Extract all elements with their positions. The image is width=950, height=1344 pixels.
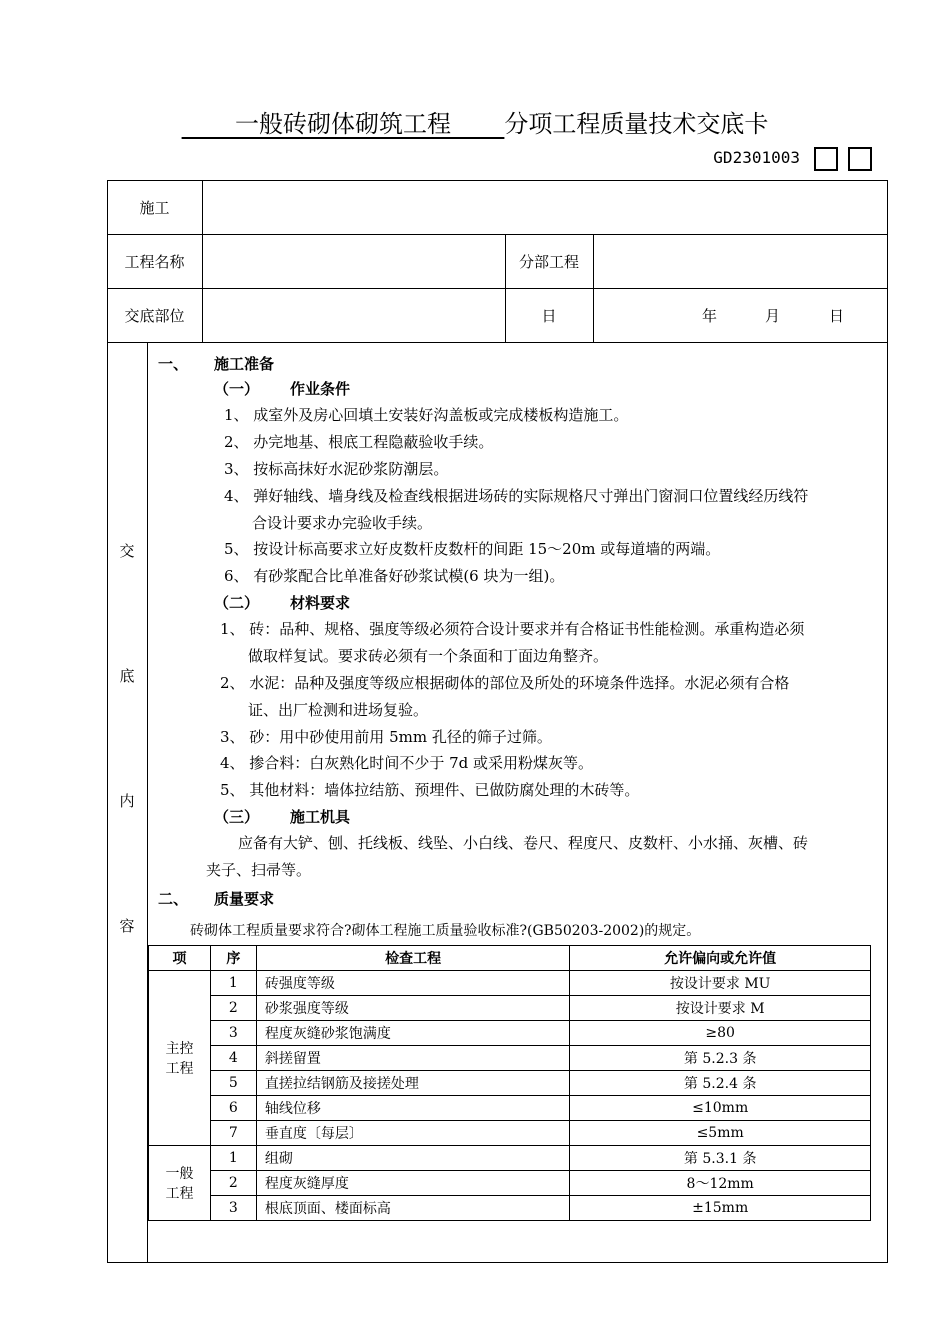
row-item: 组砌	[256, 1146, 570, 1171]
table-row	[149, 1021, 871, 1046]
row-number: 6	[210, 1096, 256, 1121]
label-location: 交底部位	[124, 307, 185, 325]
row-value: 8～12mm	[570, 1171, 871, 1196]
list-item: 2、 水泥：品种及强度等级应根据砌体的部位及所处的环境条件选择。水泥必须有合格	[220, 674, 790, 692]
subsection-number: （二）	[214, 594, 260, 612]
label-day: 日	[541, 307, 557, 325]
list-item: 做取样复试。要求砖必须有一个条面和丁面边角整齐。	[248, 647, 609, 665]
form-code: GD2301003	[713, 148, 800, 167]
row-number: 2	[210, 996, 256, 1021]
table-header: 检查工程	[256, 946, 570, 971]
list-item: 证、出厂检测和进场复验。	[248, 701, 429, 719]
label-project-name: 工程名称	[124, 253, 185, 271]
row-value: 第 5.2.4 条	[570, 1071, 871, 1096]
row-item: 根底顶面、楼面标高	[256, 1196, 570, 1221]
section-number: 二、	[158, 890, 189, 908]
subsection-title: 材料要求	[290, 594, 351, 612]
table-row	[149, 1171, 871, 1196]
title-rest: 分项工程质量技术交底卡	[504, 110, 769, 138]
project-name-field[interactable]	[210, 240, 498, 282]
title-project: 一般砖砌体砌筑工程	[235, 110, 451, 138]
table-header-row	[149, 946, 871, 971]
subsection-title: 施工机具	[290, 808, 351, 826]
row-value: ≤10mm	[570, 1096, 871, 1121]
location-field[interactable]	[210, 294, 498, 336]
subsection-title: 作业条件	[290, 380, 351, 398]
divider	[593, 234, 594, 342]
table-row	[149, 996, 871, 1021]
row-value: 按设计要求 MU	[570, 971, 871, 996]
table-header: 允许偏向或允许值	[570, 946, 871, 971]
page-title	[0, 104, 950, 139]
table-row	[149, 1196, 871, 1221]
quality-table	[148, 945, 871, 1221]
side-label-char: 内	[119, 792, 135, 810]
subsection-number: （三）	[214, 808, 260, 826]
row-item: 砂浆强度等级	[256, 996, 570, 1021]
row-number: 4	[210, 1046, 256, 1071]
table-row	[149, 971, 871, 996]
table-row	[149, 1046, 871, 1071]
row-number: 1	[210, 971, 256, 996]
row-value: ±15mm	[570, 1196, 871, 1221]
divider	[107, 234, 888, 235]
row-item: 斜搓留置	[256, 1046, 570, 1071]
side-label-char: 底	[119, 667, 135, 685]
side-label-char: 容	[119, 917, 135, 935]
table-header: 序	[210, 946, 256, 971]
subproject-field[interactable]	[600, 240, 880, 282]
paragraph-line: 砖砌体工程质量要求符合?砌体工程施工质量验收标准?(GB50203-2002)的规定。	[190, 923, 701, 939]
row-item: 程度灰缝厚度	[256, 1171, 570, 1196]
list-item: 1、 砖：品种、规格、强度等级必须符合设计要求并有合格证书性能检测。承重构造必须	[220, 620, 805, 638]
row-value: 按设计要求 M	[570, 996, 871, 1021]
list-item: 合设计要求办完验收手续。	[252, 514, 433, 532]
list-item: 3、 按标高抹好水泥砂浆防潮层。	[224, 460, 449, 478]
row-item: 程度灰缝砂浆饱满度	[256, 1021, 570, 1046]
list-item: 4、 弹好轴线、墙身线及检查线根据进场砖的实际规格尺寸弹出门窗洞口位置线经历线符	[224, 487, 809, 505]
table-row	[149, 1096, 871, 1121]
list-item: 1、 成室外及房心回填土安装好沟盖板或完成楼板构造施工。	[224, 406, 629, 424]
list-item: 4、 掺合料：白灰熟化时间不少于 7d 或采用粉煤灰等。	[220, 754, 593, 772]
table-header: 项	[149, 946, 211, 971]
paragraph-line: 夹子、扫帚等。	[206, 861, 312, 879]
construction-field[interactable]	[210, 186, 880, 228]
checkbox-1[interactable]	[814, 147, 838, 171]
row-value: 第 5.3.1 条	[570, 1146, 871, 1171]
side-label-char: 交	[119, 542, 135, 560]
table-row	[149, 1071, 871, 1096]
table-row	[149, 1146, 871, 1171]
row-item: 垂直度〔每层〕	[256, 1121, 570, 1146]
checkbox-2[interactable]	[848, 147, 872, 171]
row-item: 轴线位移	[256, 1096, 570, 1121]
row-item: 直搓拉结钢筋及接搓处理	[256, 1071, 570, 1096]
list-item: 3、 砂：用中砂使用前用 5mm 孔径的筛子过筛。	[220, 728, 552, 746]
label-construction: 施工	[139, 199, 170, 217]
paragraph-line: 应备有大铲、刨、托线板、线坠、小白线、卷尺、程度尺、皮数杆、小水捅、灰槽、砖	[238, 834, 809, 852]
list-item: 6、 有砂浆配合比单准备好砂浆试模(6 块为一组)。	[224, 567, 565, 585]
divider	[107, 342, 888, 343]
section-number: 一、	[158, 355, 189, 373]
label-date: 日	[829, 307, 845, 325]
divider	[202, 180, 203, 342]
row-number: 7	[210, 1121, 256, 1146]
section-title: 施工准备	[214, 355, 275, 373]
group-general: 一般 工程	[149, 1146, 211, 1221]
section-title: 质量要求	[214, 890, 275, 908]
row-number: 3	[210, 1021, 256, 1046]
row-number: 1	[210, 1146, 256, 1171]
row-number: 2	[210, 1171, 256, 1196]
list-item: 2、 办完地基、根底工程隐蔽验收手续。	[224, 433, 494, 451]
label-subproject: 分部工程	[518, 253, 579, 271]
row-item: 砖强度等级	[256, 971, 570, 996]
row-value: 第 5.2.3 条	[570, 1046, 871, 1071]
label-year: 年	[702, 307, 718, 325]
row-value: ≥80	[570, 1021, 871, 1046]
table-row	[149, 1121, 871, 1146]
subsection-number: （一）	[214, 380, 260, 398]
label-month: 月	[765, 307, 781, 325]
row-value: ≤5mm	[570, 1121, 871, 1146]
row-number: 5	[210, 1071, 256, 1096]
group-main-control: 主控 工程	[149, 971, 211, 1146]
row-number: 3	[210, 1196, 256, 1221]
list-item: 5、 按设计标高要求立好皮数杆皮数杆的间距 15～20m 或每道墙的两端。	[224, 540, 721, 558]
list-item: 5、 其他材料：墙体拉结筋、预埋件、已做防腐处理的木砖等。	[220, 781, 640, 799]
divider	[107, 288, 888, 289]
